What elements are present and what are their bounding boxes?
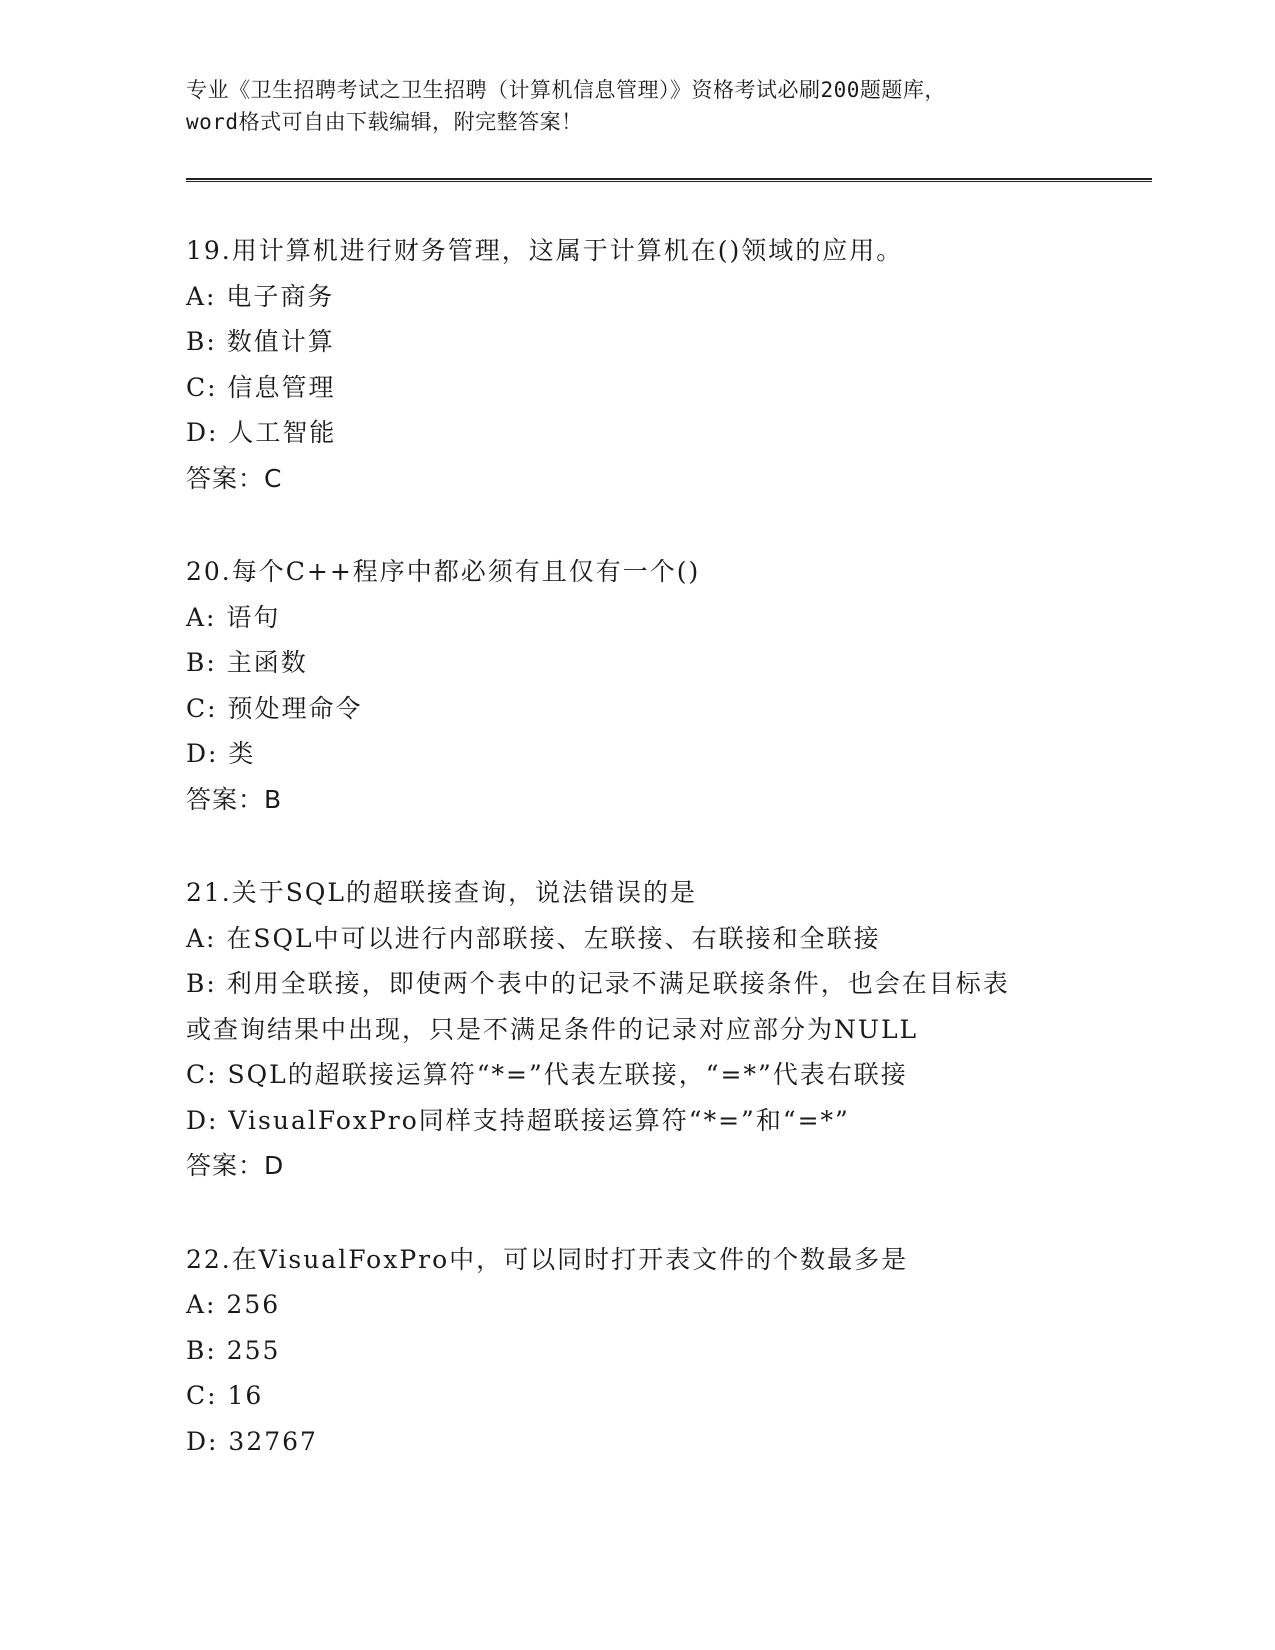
question-stem: 19.用计算机进行财务管理，这属于计算机在()领域的应用。 — [186, 236, 904, 265]
question-21 — [186, 870, 1166, 1189]
option-d: D: VisualFoxPro同样支持超联接运算符“*=”和“=*” — [186, 1105, 850, 1135]
option-b: B: 主函数 — [186, 648, 308, 677]
question-19 — [186, 228, 1166, 501]
option-c: C: SQL的超联接运算符“*=”代表左联接，“=*”代表右联接 — [186, 1060, 908, 1089]
question-20 — [186, 549, 1166, 822]
header-line-2: word格式可自由下载编辑，附完整答案！ — [186, 110, 583, 134]
question-stem: 20.每个C++程序中都必须有且仅有一个() — [186, 557, 701, 586]
option-b: B: 255 — [186, 1335, 281, 1365]
option-c: C: 预处理命令 — [186, 693, 363, 723]
document-header — [186, 74, 1086, 138]
answer-line: 答案：C — [186, 463, 283, 493]
question-stem: 21.关于SQL的超联接查询，说法错误的是 — [186, 878, 697, 907]
header-divider — [186, 178, 1152, 182]
option-b-continued: 或查询结果中出现，只是不满足条件的记录对应部分为NULL — [186, 1014, 919, 1044]
question-22 — [186, 1237, 1166, 1465]
option-a: A: 电子商务 — [186, 281, 335, 311]
answer-line: 答案：D — [186, 1151, 285, 1180]
option-c: C: 信息管理 — [186, 372, 336, 402]
option-a: A: 语句 — [186, 602, 281, 632]
answer-line: 答案：B — [186, 784, 283, 814]
option-a: A: 在SQL中可以进行内部联接、左联接、右联接和全联接 — [186, 923, 881, 953]
option-b: B: 利用全联接，即使两个表中的记录不满足联接条件，也会在目标表 — [186, 969, 1010, 998]
question-list — [186, 228, 1166, 1512]
option-b: B: 数值计算 — [186, 327, 335, 356]
header-line-1: 专业《卫生招聘考试之卫生招聘（计算机信息管理）》资格考试必刷200题题库， — [186, 78, 946, 102]
option-d: D: 类 — [186, 739, 256, 768]
question-stem: 22.在VisualFoxPro中，可以同时打开表文件的个数最多是 — [186, 1244, 909, 1274]
option-c: C: 16 — [186, 1381, 264, 1410]
option-d: D: 人工智能 — [186, 418, 337, 447]
option-a: A: 256 — [186, 1290, 281, 1319]
option-d: D: 32767 — [186, 1426, 318, 1456]
